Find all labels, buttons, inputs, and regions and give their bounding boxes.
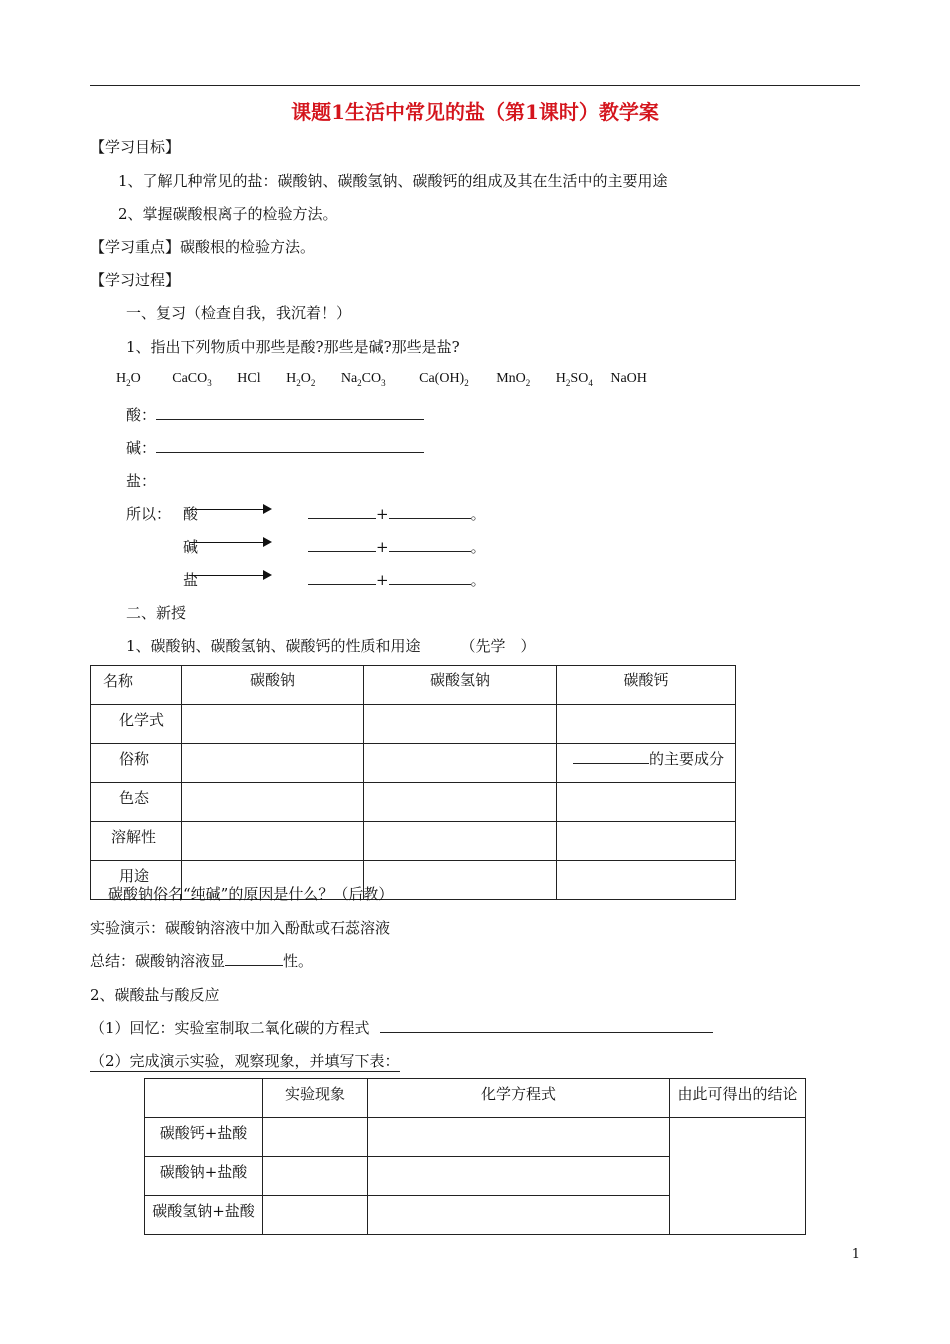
row-label: 溶解性 — [91, 822, 182, 861]
section2-heading: 2、碳酸盐与酸反应 — [90, 986, 220, 1004]
summary-blank[interactable] — [225, 951, 283, 966]
ionize-salt-label: 盐 — [183, 571, 199, 589]
table-cell[interactable] — [557, 705, 736, 744]
table-cell[interactable] — [557, 744, 736, 783]
recall-blank[interactable] — [380, 1018, 713, 1033]
formula-mno2: MnO$_2$ — [496, 371, 531, 388]
formula-hcl: HCl — [237, 371, 261, 386]
demo-text: 实验演示：碳酸钠溶液中加入酚酞或石蕊溶液 — [90, 919, 391, 937]
header-rule — [90, 85, 860, 86]
table-cell[interactable] — [557, 783, 736, 822]
blank[interactable] — [308, 537, 376, 552]
blank[interactable] — [308, 504, 376, 519]
formula-caco3: CaCO$_3$ — [172, 371, 212, 388]
focus-heading: 【学习重点】 — [90, 238, 181, 256]
goal-2: 2、掌握碳酸根离子的检验方法。 — [118, 205, 338, 223]
row-label: 碳酸钙+盐酸 — [145, 1118, 263, 1157]
table-cell[interactable] — [263, 1196, 368, 1235]
salt-label: 盐： — [126, 472, 157, 490]
ionize-base-products — [308, 536, 486, 557]
formula-list — [116, 371, 647, 388]
blank[interactable] — [389, 570, 471, 585]
blank[interactable] — [389, 537, 471, 552]
new-heading: 二、新授 — [126, 604, 187, 622]
summary-suffix: 性。 — [283, 952, 314, 970]
table-cell[interactable] — [263, 1157, 368, 1196]
table-header-cell: 名称 — [91, 666, 182, 705]
alias-suffix: 的主要成分 — [649, 750, 725, 768]
complete-text: （2）完成演示实验，观察现象，并填写下表： — [90, 1052, 400, 1070]
table-header-row — [91, 666, 736, 705]
table-cell[interactable] — [182, 705, 364, 744]
formula-caoh2: $Ca(OH)_2$ — [419, 371, 469, 388]
ionize-acid-products — [308, 503, 486, 524]
blank[interactable] — [389, 504, 471, 519]
table-cell[interactable] — [364, 744, 557, 783]
table-cell[interactable] — [368, 1118, 670, 1157]
formula-h2so4: $H_2SO_4$ — [555, 371, 593, 388]
soda-question: 碳酸钠俗名“纯碱”的原因是什么？（后教） — [108, 885, 394, 903]
table-header-cell: 碳酸钠 — [182, 666, 364, 705]
new-question-1-tag: （先学 ） — [460, 637, 536, 655]
table-header-cell: 化学方程式 — [368, 1079, 670, 1118]
acid-line — [126, 404, 424, 425]
focus-line — [90, 236, 315, 257]
table-row — [91, 822, 736, 861]
base-blank[interactable] — [156, 438, 424, 453]
table-cell[interactable] — [368, 1157, 670, 1196]
base-label: 碱： — [126, 439, 157, 457]
formula-na2co3: $Na_2CO_3$ — [340, 371, 386, 388]
blank[interactable] — [573, 749, 649, 764]
arrow-icon — [190, 575, 270, 576]
recall-text: （1）回忆：实验室制取二氧化碳的方程式 — [90, 1019, 370, 1037]
arrow-icon — [190, 509, 270, 510]
table-cell[interactable] — [364, 822, 557, 861]
process-heading: 【学习过程】 — [90, 271, 181, 289]
table-cell[interactable] — [557, 822, 736, 861]
blank[interactable] — [308, 570, 376, 585]
summary-line — [90, 950, 313, 971]
table-cell[interactable] — [364, 783, 557, 822]
table-cell[interactable] — [368, 1196, 670, 1235]
table-cell[interactable] — [263, 1118, 368, 1157]
new-question-1-text: 1、碳酸钠、碳酸氢钠、碳酸钙的性质和用途 — [126, 637, 421, 655]
table-cell[interactable] — [182, 744, 364, 783]
ionize-acid-label: 酸 — [183, 505, 199, 523]
table-header-row — [145, 1079, 806, 1118]
acid-label: 酸： — [126, 406, 157, 424]
page-number: 1 — [851, 1247, 860, 1262]
table-row — [91, 744, 736, 783]
table-row — [91, 705, 736, 744]
table-header-cell: 实验现象 — [263, 1079, 368, 1118]
base-line — [126, 437, 424, 458]
table-header-cell: 碳酸氢钠 — [364, 666, 557, 705]
salt-properties-table — [90, 665, 736, 900]
ionize-salt-products — [308, 569, 486, 590]
recall-line — [90, 1017, 713, 1038]
goals-heading: 【学习目标】 — [90, 138, 181, 156]
row-label: 用途 — [91, 861, 182, 900]
table-cell[interactable] — [364, 705, 557, 744]
table-header-cell — [145, 1079, 263, 1118]
table-row — [145, 1118, 806, 1157]
period: 。 — [470, 571, 486, 589]
arrow-icon — [190, 542, 270, 543]
table-header-cell: 由此可得出的结论 — [670, 1079, 806, 1118]
period: 。 — [470, 538, 486, 556]
period: 。 — [470, 505, 486, 523]
summary-prefix: 总结：碳酸钠溶液显 — [90, 952, 226, 970]
table-row — [91, 783, 736, 822]
row-label: 化学式 — [91, 705, 182, 744]
table-cell[interactable] — [182, 783, 364, 822]
new-question-1 — [126, 635, 536, 656]
review-heading: 一、复习（检查自我，我沉着！） — [126, 304, 352, 322]
plus-sign: + — [376, 571, 389, 589]
focus-text: 碳酸根的检验方法。 — [180, 238, 316, 256]
acid-blank[interactable] — [156, 405, 424, 420]
row-label: 色态 — [91, 783, 182, 822]
plus-sign: + — [376, 538, 389, 556]
table-header-cell: 碳酸钙 — [557, 666, 736, 705]
formula-h2o2: $H_2O_2$ — [286, 371, 316, 388]
formula-h2o: $H_2O$ — [116, 371, 141, 388]
review-question-1: 1、指出下列物质中那些是酸?那些是碱?那些是盐? — [126, 338, 460, 356]
plus-sign: + — [376, 505, 389, 523]
table-cell[interactable] — [182, 822, 364, 861]
therefore-label: 所以： — [126, 505, 172, 523]
reaction-table — [144, 1078, 806, 1235]
ionize-base-label: 碱 — [183, 538, 199, 556]
formula-naoh: NaOH — [610, 371, 647, 386]
page-title: 课题1生活中常见的盐（第1课时）教学案 — [291, 100, 659, 124]
row-label: 碳酸钠+盐酸 — [145, 1157, 263, 1196]
row-label: 俗称 — [91, 744, 182, 783]
table-cell[interactable] — [557, 861, 736, 900]
goal-1: 1、了解几种常见的盐：碳酸钠、碳酸氢钠、碳酸钙的组成及其在生活中的主要用途 — [118, 172, 668, 190]
row-label: 碳酸氢钠+盐酸 — [145, 1196, 263, 1235]
conclusion-cell[interactable] — [670, 1118, 806, 1235]
